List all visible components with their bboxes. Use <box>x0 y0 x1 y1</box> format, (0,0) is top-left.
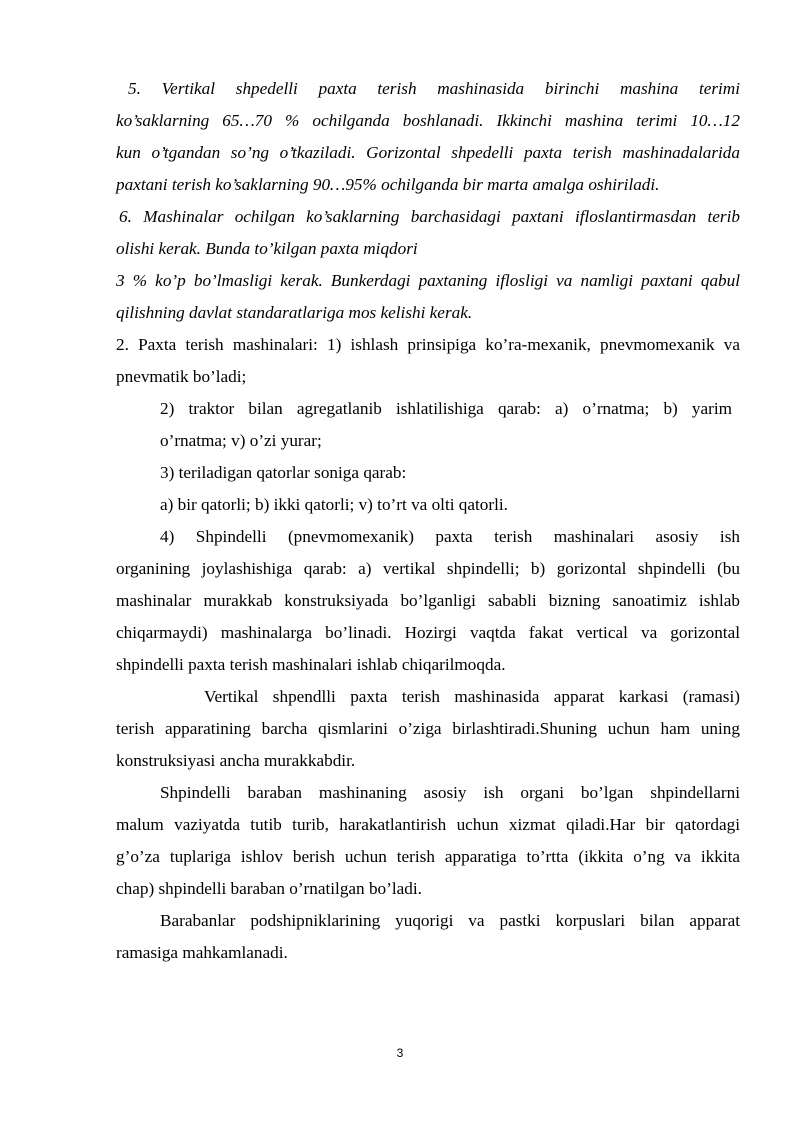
text-line: o’rnatma; v) o’zi yurar; <box>160 431 322 450</box>
text-line: mashinalar murakkab konstruksiyada bo’lganligi sababli bizning sanoatimiz ishlab <box>116 591 740 610</box>
text-line: shpindelli paxta terish mashinalari ishlab chiqarilmoqda. <box>116 655 506 674</box>
text-line: Vertikal shpendlli paxta terish mashinasida apparat karkasi (ramasi) <box>204 687 740 706</box>
text-line: 5. Vertikal shpedelli paxta terish mashinasida birinchi mashina terimi <box>128 79 740 98</box>
text-line: 3) teriladigan qatorlar soniga qarab: <box>160 463 407 482</box>
text-line: 6. Mashinalar ochilgan ko’saklarning barchasidagi paxtani ifloslantirmasdan terib <box>119 207 740 226</box>
text-line: chap) shpindelli baraban o’rnatilgan bo’ladi. <box>116 879 422 898</box>
text-line: organining joylashishiga qarab: a) vertikal shpindelli; b) gorizontal shpindelli (bu <box>116 559 740 578</box>
text-line: Barabanlar podshipniklarining yuqorigi va pastki korpuslari bilan apparat <box>160 911 740 930</box>
text-line: olishi kerak. Bunda to’kilgan paxta miqdori <box>116 239 418 258</box>
text-line: pnevmatik bo’ladi; <box>116 367 247 386</box>
text-line: terish apparatining barcha qismlarini o’ziga birlashtiradi.Shuning uchun ham uning <box>116 719 740 738</box>
text-line: ko’saklarning 65…70 % ochilganda boshlanadi. Ikkinchi mashina terimi 10…12 <box>116 111 740 130</box>
text-line: 2. Paxta terish mashinalari: 1) ishlash prinsipiga ko’ra-mexanik, pnevmomexanik va <box>116 335 740 354</box>
text-line: 3 % ko’p bo’lmasligi kerak. Bunkerdagi paxtaning iflosligi va namligi paxtani qabul <box>116 271 740 290</box>
text-line: malum vaziyatda tutib turib, harakatlantirish uchun xizmat qiladi.Har bir qatordagi <box>116 815 740 834</box>
text-line: a) bir qatorli; b) ikki qatorli; v) to’rt va olti qatorli. <box>160 495 508 514</box>
text-line: 4) Shpindelli (pnevmomexanik) paxta terish mashinalari asosiy ish <box>160 527 740 546</box>
text-line: g’o’za tuplariga ishlov berish uchun terish apparatiga to’rtta (ikkita o’ng va ikkita <box>116 847 740 866</box>
text-line: qilishning davlat standaratlariga mos kelishi kerak. <box>116 303 473 322</box>
text-line: paxtani terish ko’saklarning 90…95% ochilganda bir marta amalga oshiriladi. <box>116 175 660 194</box>
text-line: kun o’tgandan so’ng o’tkaziladi. Gorizontal shpedelli paxta terish mashinadalarida <box>116 143 740 162</box>
page-number: 3 <box>396 1046 404 1060</box>
text-line: chiqarmaydi) mashinalarga bo’linadi. Hozirgi vaqtda fakat vertical va gorizontal <box>116 623 740 642</box>
text-line: ramasiga mahkamlanadi. <box>116 943 288 962</box>
text-line: Shpindelli baraban mashinaning asosiy ish organi bo’lgan shpindellarni <box>160 783 740 802</box>
text-line: konstruksiyasi ancha murakkabdir. <box>116 751 356 770</box>
text-line: 2) traktor bilan agregatlanib ishlatilishiga qarab: a) o’rnatma; b) yarim <box>160 399 732 418</box>
